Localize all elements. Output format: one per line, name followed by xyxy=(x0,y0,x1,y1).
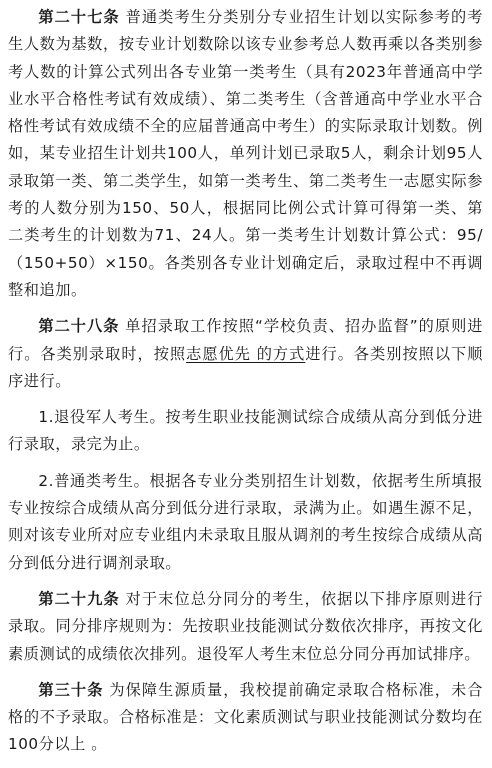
article-27-heading: 第二十七条 xyxy=(38,8,120,26)
article-27-text: 普通类考生分类别分专业招生计划以实际参考的考生人数为基数，按专业计划数除以该专业参考总人数再乘以各类别参考人数的计算公式列出各专业第一类考生（具有2023年普通高中学业水平合格性考试有效成绩）、第二类考生（含普通高中学业水平合格性考试有效成绩不全的应届普通高中考生）的实际录取计划数。例如，某专业招生计划共100人，单列计划已录取5人，剩余计划95人录取第一类、第二类学生，如第一类考生、第二类考生一志愿实际参考的人数分别为150、50人，根据同比例公式计算可得第一类、第二类考生的计划数为71、24人。第一类考生计划数计算公式：95/（150+50）×150。各类别各专业计划确定后，录取过程中不再调整和追加。 xyxy=(8,8,483,299)
article-29-paragraph xyxy=(8,586,483,668)
article-29-heading: 第二十九条 xyxy=(38,589,120,608)
article-29-text: 对于末位总分同分的考生，依据以下排序原则进行录取。同分排序规则为：先按职业技能测试分数依次排序，再按文化素质测试的成绩依次排列。退役军人考生末位总分同分再加试排序。 xyxy=(8,589,483,663)
article-28-paragraph xyxy=(8,313,483,395)
article-28-underlined-phrase: 志愿优先 的方式 xyxy=(186,344,306,363)
article-30-paragraph xyxy=(8,677,483,759)
article-28-text-after: 进行。各类别按照以下顺序进行。 xyxy=(8,344,483,390)
article-28-heading: 第二十八条 xyxy=(38,317,120,336)
article-28-item-2: 2.普通类考生。根据各专业分类别招生计划数，依据考生所填报专业按综合成绩从高分到低分进行录取，录满为止。如遇生源不足，则对该专业所对应专业组内未录取且服从调剂的考生按综合成绩从高分到低分进行调剂录取。 xyxy=(8,471,483,572)
article-28-text-before: 单招录取工作按照“学校负责、招办监督”的原则进行。各类别录取时，按照 xyxy=(8,317,484,363)
article-30-heading: 第三十条 xyxy=(38,680,104,699)
article-27-paragraph xyxy=(8,4,483,304)
article-28-item-1: 1.退役军人考生。按考生职业技能测试综合成绩从高分到低分进行录取，录完为止。 xyxy=(8,408,483,454)
article-30-text: 为保障生源质量，我校提前确定录取合格标准，未合格的不予录取。合格标准是：文化素质测试与职业技能测试分数均在100分以上 。 xyxy=(8,680,484,754)
